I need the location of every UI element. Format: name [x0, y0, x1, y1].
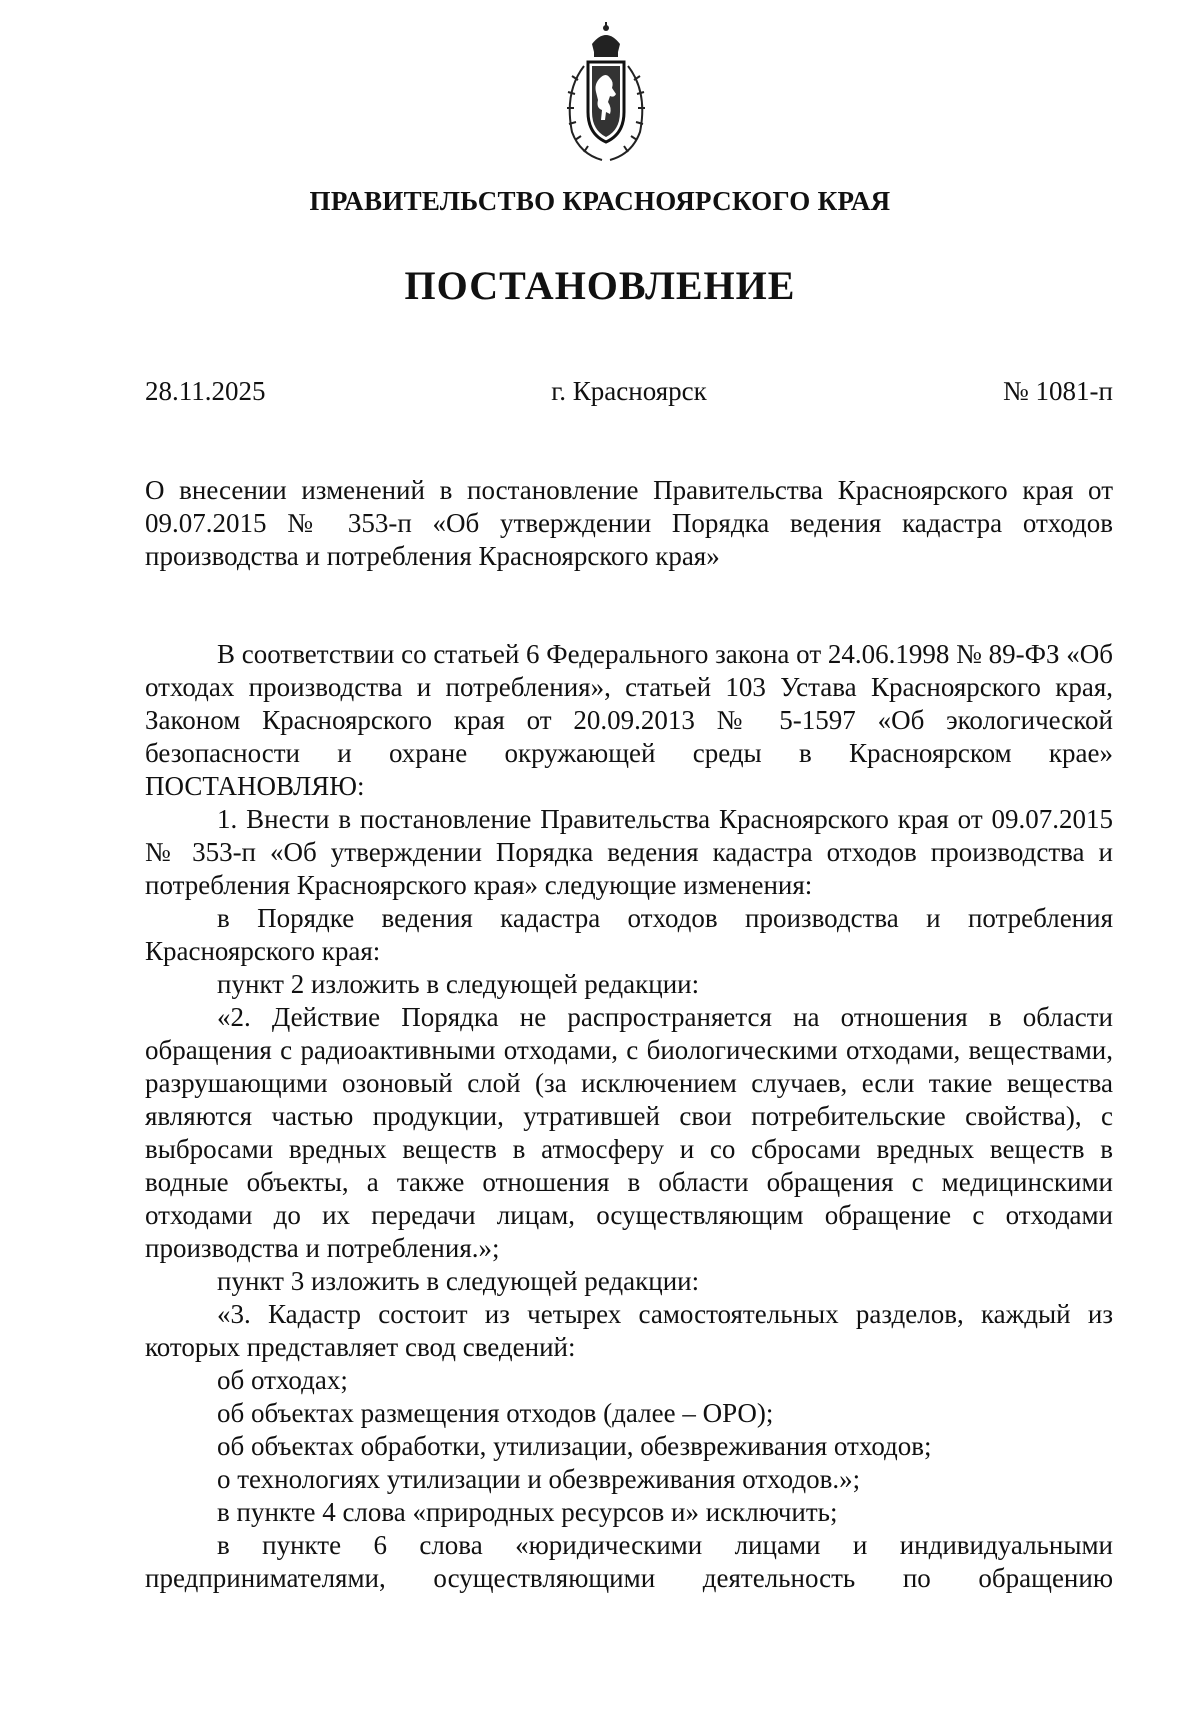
- document-subject: О внесении изменений в постановление Правительства Красноярского края от 09.07.2015 № 353-п «Об утверждении Порядка ведения кадастра отходов производства и потребления Красноярского края»: [145, 475, 1113, 571]
- body-paragraph: В соответствии со статьей 6 Федерального закона от 24.06.1998 № 89-ФЗ «Об отходах производства и потребления», статьей 103 Устава Красноярского края, Законом Красноярского края от 20.09.2013 № 5-1597 «Об экологической безопасности и охране окружающей среды в Красноярском крае» ПОСТАНОВЛЯЮ:: [145, 639, 1113, 801]
- body-paragraph: пункт 2 изложить в следующей редакции:: [217, 969, 700, 999]
- document-body: [145, 638, 1113, 1595]
- body-paragraph: «2. Действие Порядка не распространяется на отношения в области обращения с радиоактивными отходами, с биологическими отходами, веществами, разрушающими озоновый слой (за исключением случаев, если такие вещества являются частью продукции, утратившей свои потребительские свойства), с выбросами вредных веществ в атмосферу и со сбросами вредных веществ в водные объекты, а также отношения в области обращения с медицинскими отходами до их передачи лицам, осуществляющим обращение с отходами производства и потребления.»;: [145, 1002, 1113, 1263]
- body-paragraph: пункт 3 изложить в следующей редакции:: [217, 1266, 700, 1296]
- body-paragraph: о технологиях утилизации и обезвреживания отходов.»;: [217, 1464, 861, 1494]
- body-paragraph: об объектах размещения отходов (далее – ОРО);: [217, 1398, 774, 1428]
- government-title: ПРАВИТЕЛЬСТВО КРАСНОЯРСКОГО КРАЯ: [309, 186, 891, 216]
- document-date: 28.11.2025: [145, 376, 266, 406]
- document-city: г. Красноярск: [551, 376, 707, 406]
- body-paragraph: об объектах обработки, утилизации, обезвреживания отходов;: [217, 1431, 932, 1461]
- document-meta-row: [145, 376, 1113, 412]
- body-paragraph: в пункте 6 слова «юридическими лицами и индивидуальными предпринимателями, осуществляющими деятельность по обращению: [145, 1530, 1113, 1593]
- coat-of-arms-emblem: [558, 22, 654, 166]
- body-paragraph: об отходах;: [217, 1365, 348, 1395]
- crown-icon: [592, 22, 620, 57]
- document-number: № 1081-п: [1003, 376, 1113, 406]
- body-paragraph: 1. Внести в постановление Правительства Красноярского края от 09.07.2015 № 353-п «Об утверждении Порядка ведения кадастра отходов производства и потребления Красноярского края» следующие изменения:: [145, 804, 1113, 900]
- body-paragraph: в Порядке ведения кадастра отходов производства и потребления Красноярского края:: [145, 903, 1113, 966]
- document-type-title: ПОСТАНОВЛЕНИЕ: [404, 263, 796, 308]
- body-paragraph: «3. Кадастр состоит из четырех самостоятельных разделов, каждый из которых представляет свод сведений:: [145, 1299, 1113, 1362]
- body-paragraph: в пункте 4 слова «природных ресурсов и» исключить;: [217, 1497, 838, 1527]
